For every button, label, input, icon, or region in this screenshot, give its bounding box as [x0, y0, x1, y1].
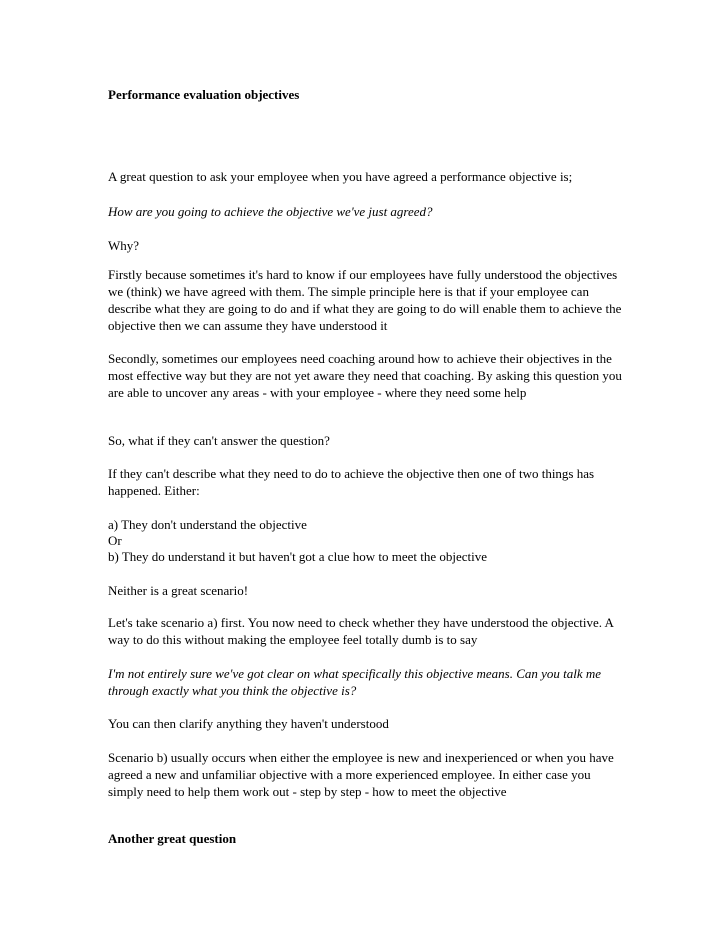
scenario-a-paragraph: Let's take scenario a) first. You now need to check whether they have understood the objective. A way to do this without making the employee feel totally dumb is to say: [108, 615, 614, 647]
why-paragraph: Why?: [108, 238, 140, 253]
firstly-paragraph: Firstly because sometimes it's hard to know if our employees have fully understood the objectives we (think) we have agreed with them. The simple principle here is that if your employee can describe what they are going to do and if what they are going to do will enable them to achieve the objective then we can assume they have understood it: [108, 267, 622, 333]
subheading: Another great question: [108, 831, 237, 846]
question-quote: How are you going to achieve the objective we've just agreed?: [108, 204, 433, 219]
two-things-paragraph: If they can't describe what they need to do to achieve the objective then one of two things has happened. Either:: [108, 466, 595, 498]
option-b-line: b) They do understand it but haven't got a clue how to meet the objective: [108, 549, 487, 564]
clarify-quote: I'm not entirely sure we've got clear on what specifically this objective means. Can you talk me through exactly what you think the objective is?: [108, 666, 602, 698]
secondly-paragraph: Secondly, sometimes our employees need coaching around how to achieve their objectives in the most effective way but they are not yet aware they need that coaching. By asking this question you are able to uncover any areas - with your employee - where they need some help: [108, 351, 622, 400]
neither-paragraph: Neither is a great scenario!: [108, 583, 249, 598]
or-line: Or: [108, 533, 122, 548]
cant-answer-paragraph: So, what if they can't answer the question?: [108, 433, 330, 448]
intro-paragraph: A great question to ask your employee when you have agreed a performance objective is;: [108, 169, 573, 184]
option-a-line: a) They don't understand the objective: [108, 517, 307, 532]
document-title: Performance evaluation objectives: [108, 87, 300, 102]
scenario-b-paragraph: Scenario b) usually occurs when either the employee is new and inexperienced or when you have agreed a new and unfamiliar objective with a more experienced employee. In either case you simply need to help them work out - step by step - how to meet the objective: [108, 750, 614, 799]
clarify-paragraph: You can then clarify anything they haven't understood: [108, 716, 389, 731]
